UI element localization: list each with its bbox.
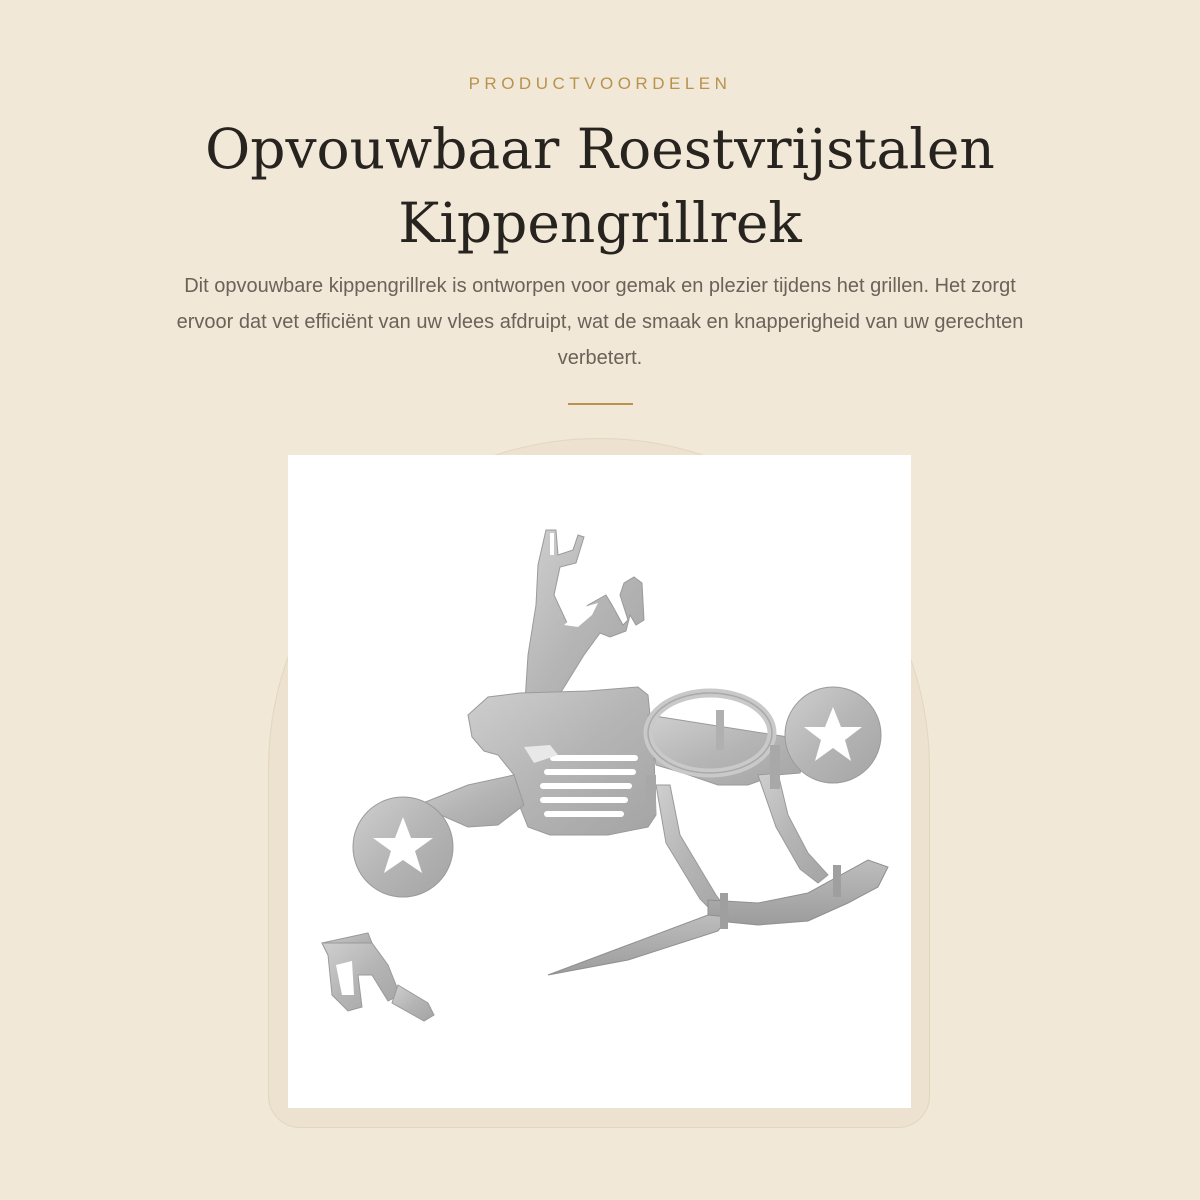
- motorcycle-grill-rack-illustration: [288, 455, 911, 1108]
- front-wheel: [353, 775, 524, 897]
- product-image: [288, 455, 911, 1108]
- accent-divider: [568, 403, 633, 405]
- section-eyebrow: PRODUCTVOORDELEN: [468, 74, 732, 93]
- frame-with-ring: [648, 693, 808, 785]
- base-skid: [548, 860, 888, 975]
- page-title: [100, 112, 1100, 260]
- title-line-1: Opvouwbaar Roestvrijstalen: [205, 117, 995, 181]
- section-description: Dit opvouwbare kippengrillrek is ontworpen voor gemak en plezier tijdens het grillen. Het zorgt ervoor dat vet efficiënt van uw vlees afdruipt, wat de smaak en knapperigheid van uw gerechten verbetert.: [176, 275, 1024, 369]
- sunglasses-piece: [322, 933, 434, 1021]
- rear-wheel: [785, 687, 881, 783]
- title-line-2: Kippengrillrek: [398, 191, 802, 255]
